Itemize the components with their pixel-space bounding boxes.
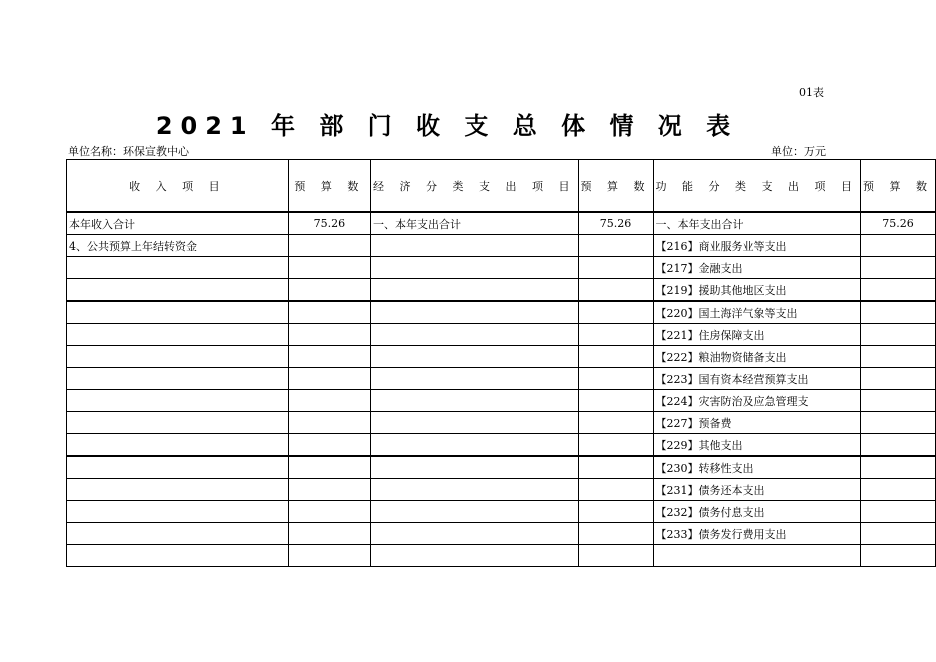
- func-item-cell: 【216】商业服务业等支出: [653, 235, 860, 257]
- header-econ-amount: 预 算 数: [578, 160, 653, 213]
- econ-amount-cell: [578, 523, 653, 545]
- func-item-cell: 【223】国有资本经营预算支出: [653, 368, 860, 390]
- income-item-cell: [67, 412, 289, 434]
- econ-item-cell: [371, 390, 578, 412]
- func-item-cell: 【224】灾害防治及应急管理支: [653, 390, 860, 412]
- econ-item-cell: [371, 479, 578, 501]
- table-row: [67, 412, 936, 434]
- income-item-cell: [67, 456, 289, 479]
- table-row: [67, 212, 936, 235]
- func-amount-cell: [860, 434, 935, 457]
- func-item-cell: 【232】债务付息支出: [653, 501, 860, 523]
- func-item-cell: 【217】金融支出: [653, 257, 860, 279]
- econ-item-cell: [371, 324, 578, 346]
- income-amount-cell: [288, 257, 370, 279]
- unit-name: 单位名称：环保宣教中心: [68, 145, 189, 158]
- econ-item-cell: [371, 235, 578, 257]
- econ-amount-cell: [578, 390, 653, 412]
- func-item-cell: 【229】其他支出: [653, 434, 860, 457]
- table-row: [67, 479, 936, 501]
- income-item-cell: [67, 501, 289, 523]
- table-row: [67, 501, 936, 523]
- econ-item-cell: [371, 279, 578, 302]
- func-amount-cell: [860, 456, 935, 479]
- income-item-cell: [67, 279, 289, 302]
- income-amount-cell: [288, 368, 370, 390]
- econ-item-cell: [371, 434, 578, 457]
- table-row: [67, 434, 936, 457]
- income-amount-cell: [288, 434, 370, 457]
- econ-item-cell: [371, 545, 578, 567]
- func-item-cell: 【222】粮油物资储备支出: [653, 346, 860, 368]
- currency-unit: 单位：万元: [771, 145, 826, 158]
- page-title: 2021 年 部 门 收 支 总 体 情 况 表: [155, 112, 739, 140]
- table-row: [67, 301, 936, 324]
- func-amount-cell: [860, 479, 935, 501]
- income-amount-cell: [288, 545, 370, 567]
- income-amount-cell: [288, 412, 370, 434]
- income-item-cell: [67, 523, 289, 545]
- func-amount-cell: [860, 545, 935, 567]
- econ-amount-cell: 75.26: [578, 212, 653, 235]
- table-row: [67, 346, 936, 368]
- func-item-cell: 【233】债务发行费用支出: [653, 523, 860, 545]
- income-amount-cell: [288, 456, 370, 479]
- income-amount-cell: [288, 390, 370, 412]
- func-item-cell: 【221】住房保障支出: [653, 324, 860, 346]
- income-item-cell: [67, 324, 289, 346]
- func-amount-cell: [860, 279, 935, 302]
- income-item-cell: [67, 545, 289, 567]
- func-item-cell: [653, 545, 860, 567]
- header-income-item: 收 入 项 目: [67, 160, 289, 213]
- func-item-cell: 【227】预备费: [653, 412, 860, 434]
- income-amount-cell: [288, 279, 370, 302]
- income-item-cell: 4、公共预算上年结转资金: [67, 235, 289, 257]
- econ-amount-cell: [578, 346, 653, 368]
- econ-amount-cell: [578, 324, 653, 346]
- func-amount-cell: 75.26: [860, 212, 935, 235]
- income-amount-cell: [288, 324, 370, 346]
- income-amount-cell: [288, 301, 370, 324]
- func-amount-cell: [860, 324, 935, 346]
- econ-amount-cell: [578, 545, 653, 567]
- func-amount-cell: [860, 501, 935, 523]
- table-row: [67, 324, 936, 346]
- func-amount-cell: [860, 368, 935, 390]
- budget-table: [66, 159, 936, 567]
- econ-item-cell: [371, 501, 578, 523]
- table-row: [67, 390, 936, 412]
- table-row: [67, 235, 936, 257]
- table-row: [67, 456, 936, 479]
- income-item-cell: [67, 434, 289, 457]
- income-amount-cell: [288, 235, 370, 257]
- econ-item-cell: 一、本年支出合计: [371, 212, 578, 235]
- table-row: [67, 368, 936, 390]
- func-amount-cell: [860, 523, 935, 545]
- income-amount-cell: [288, 346, 370, 368]
- header-income-amount: 预 算 数: [288, 160, 370, 213]
- econ-item-cell: [371, 301, 578, 324]
- econ-amount-cell: [578, 456, 653, 479]
- econ-item-cell: [371, 257, 578, 279]
- econ-amount-cell: [578, 479, 653, 501]
- income-item-cell: [67, 368, 289, 390]
- form-number: 01表: [799, 86, 824, 99]
- func-amount-cell: [860, 235, 935, 257]
- income-amount-cell: [288, 501, 370, 523]
- income-item-cell: [67, 257, 289, 279]
- income-amount-cell: 75.26: [288, 212, 370, 235]
- table-row: [67, 545, 936, 567]
- income-item-cell: [67, 301, 289, 324]
- econ-amount-cell: [578, 257, 653, 279]
- func-item-cell: 【231】债务还本支出: [653, 479, 860, 501]
- func-amount-cell: [860, 346, 935, 368]
- econ-amount-cell: [578, 279, 653, 302]
- header-func-amount: 预 算 数: [860, 160, 935, 213]
- table-row: [67, 523, 936, 545]
- func-item-cell: 【230】转移性支出: [653, 456, 860, 479]
- func-item-cell: 一、本年支出合计: [653, 212, 860, 235]
- header-econ-item: 经 济 分 类 支 出 项 目: [371, 160, 578, 213]
- income-item-cell: [67, 390, 289, 412]
- econ-item-cell: [371, 523, 578, 545]
- income-item-cell: [67, 346, 289, 368]
- econ-amount-cell: [578, 368, 653, 390]
- func-item-cell: 【219】援助其他地区支出: [653, 279, 860, 302]
- econ-amount-cell: [578, 301, 653, 324]
- econ-amount-cell: [578, 412, 653, 434]
- econ-item-cell: [371, 456, 578, 479]
- func-amount-cell: [860, 412, 935, 434]
- func-amount-cell: [860, 390, 935, 412]
- econ-amount-cell: [578, 235, 653, 257]
- econ-amount-cell: [578, 501, 653, 523]
- econ-item-cell: [371, 346, 578, 368]
- income-amount-cell: [288, 523, 370, 545]
- func-item-cell: 【220】国土海洋气象等支出: [653, 301, 860, 324]
- econ-item-cell: [371, 412, 578, 434]
- func-amount-cell: [860, 301, 935, 324]
- table-row: [67, 257, 936, 279]
- income-item-cell: [67, 479, 289, 501]
- header-func-item: 功 能 分 类 支 出 项 目: [653, 160, 860, 213]
- table-body: [67, 212, 936, 567]
- func-amount-cell: [860, 257, 935, 279]
- econ-amount-cell: [578, 434, 653, 457]
- table-header-row: [67, 160, 936, 213]
- income-item-cell: 本年收入合计: [67, 212, 289, 235]
- income-amount-cell: [288, 479, 370, 501]
- econ-item-cell: [371, 368, 578, 390]
- table-row: [67, 279, 936, 302]
